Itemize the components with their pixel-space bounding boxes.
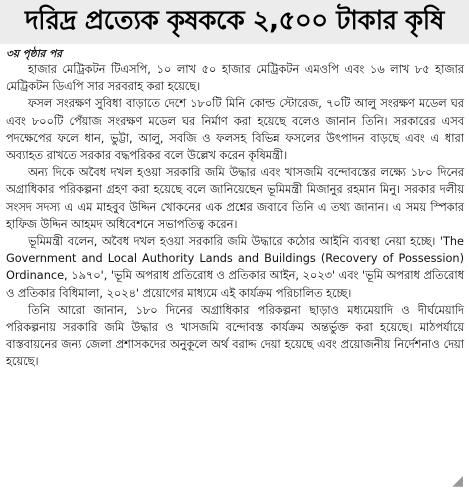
paragraph: ভূমিমন্ত্রী বলেন, অবৈধ দখল হওয়া সরকারি জমি উদ্ধারে কঠোর আইনি ব্যবস্থা নেয়া হচ্ছে। 'The Government and Local Authority Lands and Buildings (Recovery of Possession) Ordinance, ১৯৭০', 'ভূমি অপরাধ প্রতিরোধ ও প্রতিকার আইন, ২০২৩' এবং 'ভূমি অপরাধ প্রতিরোধ ও প্রতিকার বিধিমালা, ২০২৪' প্রয়োগের মাধ্যমে এই কার্যক্রম পরিচালিত হচ্ছে। [6, 235, 464, 300]
headline: দরিদ্র প্রত্যেক কৃষককে ২,৫০০ টাকার কৃষি [0, 0, 469, 44]
continuation-note: ৩য় পৃষ্ঠার পর [6, 48, 63, 60]
article-body [6, 61, 464, 371]
paragraph: তিনি আরো জানান, ১৮০ দিনের অগ্রাধিকার পরিকল্পনা ছাড়াও মধ্যমেয়াদি ও দীর্ঘমেয়াদি পরিকল্পনায় সরকারি জমি উদ্ধার ও খাসজমি বন্দোবস্ত কার্যক্রম অন্তর্ভুক্ত করা হয়েছে। মাঠপর্যায়ে বাস্তবায়নের জন্য জেলা প্রশাসকদের অনুকূলে অর্থ বরাদ্দ দেয়া হয়েছে এবং প্রয়োজনীয় নির্দেশনাও দেয়া হয়েছে। [6, 303, 464, 369]
paragraph: ফসল সংরক্ষণ সুবিধা বাড়াতে দেশে ১৮০টি মিনি কোল্ড স্টোরেজ, ৭০টি আলু সংরক্ষণ মডেল ঘর এবং ৮০০টি পেঁয়াজ সংরক্ষণ মডেল ঘর নির্মাণ করা হয়েছে বলেও জানান তিনি। সরকারের এসব পদক্ষেপের ফলে ধান, ভুট্টা, আলু, সবজি ও ফলসহ বিভিন্ন ফসলের উৎপাদন বাড়ছে এবং এ ধারা অব্যাহত রাখতে সরকার বদ্ধপরিকর বলে উল্লেখ করেন কৃষিমন্ত্রী। [6, 97, 464, 163]
paragraph: হাজার মেট্রিকটন টিএসপি, ১০ লাখ ৫০ হাজার মেট্রিকটন এমওপি এবং ১৬ লাখ ৮৫ হাজার মেট্রিকটন ডিএপি সার সরবরাহ করা হয়েছে। [6, 63, 464, 94]
paragraph: অন্য দিকে অবৈধ দখল হওয়া সরকারি জমি উদ্ধার এবং খাসজমি বন্দোবস্তের লক্ষ্যে ১৮০ দিনের অগ্রাধিকার পরিকল্পনা গ্রহণ করা হয়েছে বলে জানিয়েছেন ভূমিমন্ত্রী মিজানুর রহমান মিনু। সরকার দলীয় সংসদ সদস্য এ এম মাহবুব উদ্দিন খোকনের এক প্রশ্নের জবাবে তিনি এ তথ্য জানান। এ সময় স্পিকার হাফিজ উদ্দিন আহমদ অধিবেশনে সভাপতিত্ব করেন। [6, 166, 464, 231]
corner-mark: ◢ [452, 473, 463, 489]
